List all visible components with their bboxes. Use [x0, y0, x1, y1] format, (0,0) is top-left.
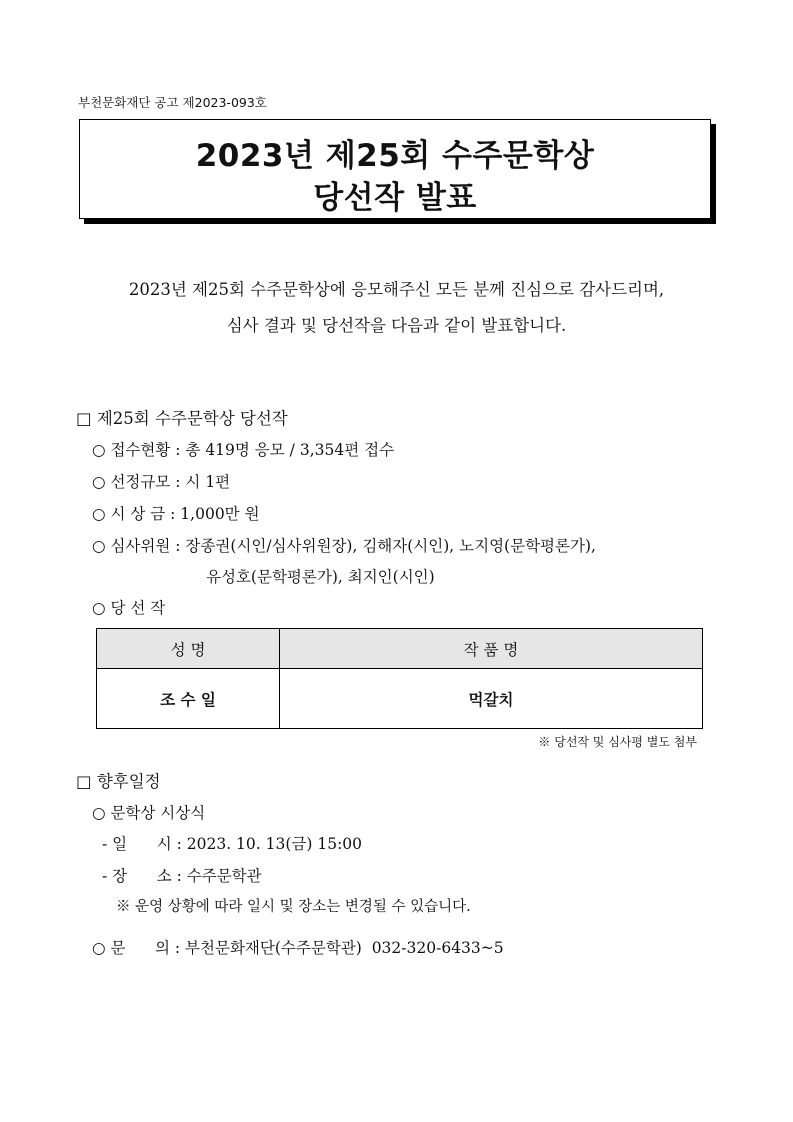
notice-number: 부천문화재단 공고 제2023-093호 — [78, 95, 267, 110]
winners-table — [96, 628, 703, 729]
contact-info: ○ 문 의 : 부천문화재단(수주문학관) 032-320-6433~5 — [92, 939, 504, 957]
judges: ○ 심사위원 : 장종권(시인/심사위원장), 김해자(시인), 노지영(문학평론가), — [92, 537, 596, 555]
table-row — [97, 669, 703, 729]
prize-money: ○ 시 상 금 : 1,000만 원 — [92, 505, 260, 523]
ceremony-place: - 장 소 : 수주문학관 — [102, 867, 262, 885]
winner-name: 조 수 일 — [97, 669, 280, 729]
header-name: 성 명 — [97, 629, 280, 669]
ceremony-date: - 일 시 : 2023. 10. 13(금) 15:00 — [102, 835, 363, 853]
ceremony-label: ○ 문학상 시상식 — [92, 804, 206, 822]
intro-line-2: 심사 결과 및 당선작을 다음과 같이 발표합니다. — [226, 316, 567, 335]
table-note: ※ 당선작 및 심사평 별도 첨부 — [538, 735, 697, 749]
intro-line-1: 2023년 제25회 수주문학상에 응모해주신 모든 분께 진심으로 감사드리며, — [128, 280, 665, 299]
section-heading-winners: □ 제25회 수주문학상 당선작 — [76, 409, 288, 428]
reception-status: ○ 접수현황 : 총 419명 응모 / 3,354편 접수 — [92, 441, 395, 459]
selection-scale: ○ 선정규모 : 시 1편 — [92, 473, 231, 491]
title-line-2: 당선작 발표 — [313, 180, 477, 216]
winner-work-title: 먹갈치 — [280, 669, 703, 729]
title-box — [79, 119, 711, 219]
winner-label: ○ 당 선 작 — [92, 599, 166, 617]
header-work-title: 작 품 명 — [280, 629, 703, 669]
schedule-note: ※ 운영 상황에 따라 일시 및 장소는 변경될 수 있습니다. — [116, 899, 471, 915]
table-header-row — [97, 629, 703, 669]
section-heading-schedule: □ 향후일정 — [76, 772, 161, 791]
title-line-1: 2023년 제25회 수주문학상 — [195, 138, 595, 174]
judges-continued: 유성호(문학평론가), 최지인(시인) — [206, 568, 435, 586]
